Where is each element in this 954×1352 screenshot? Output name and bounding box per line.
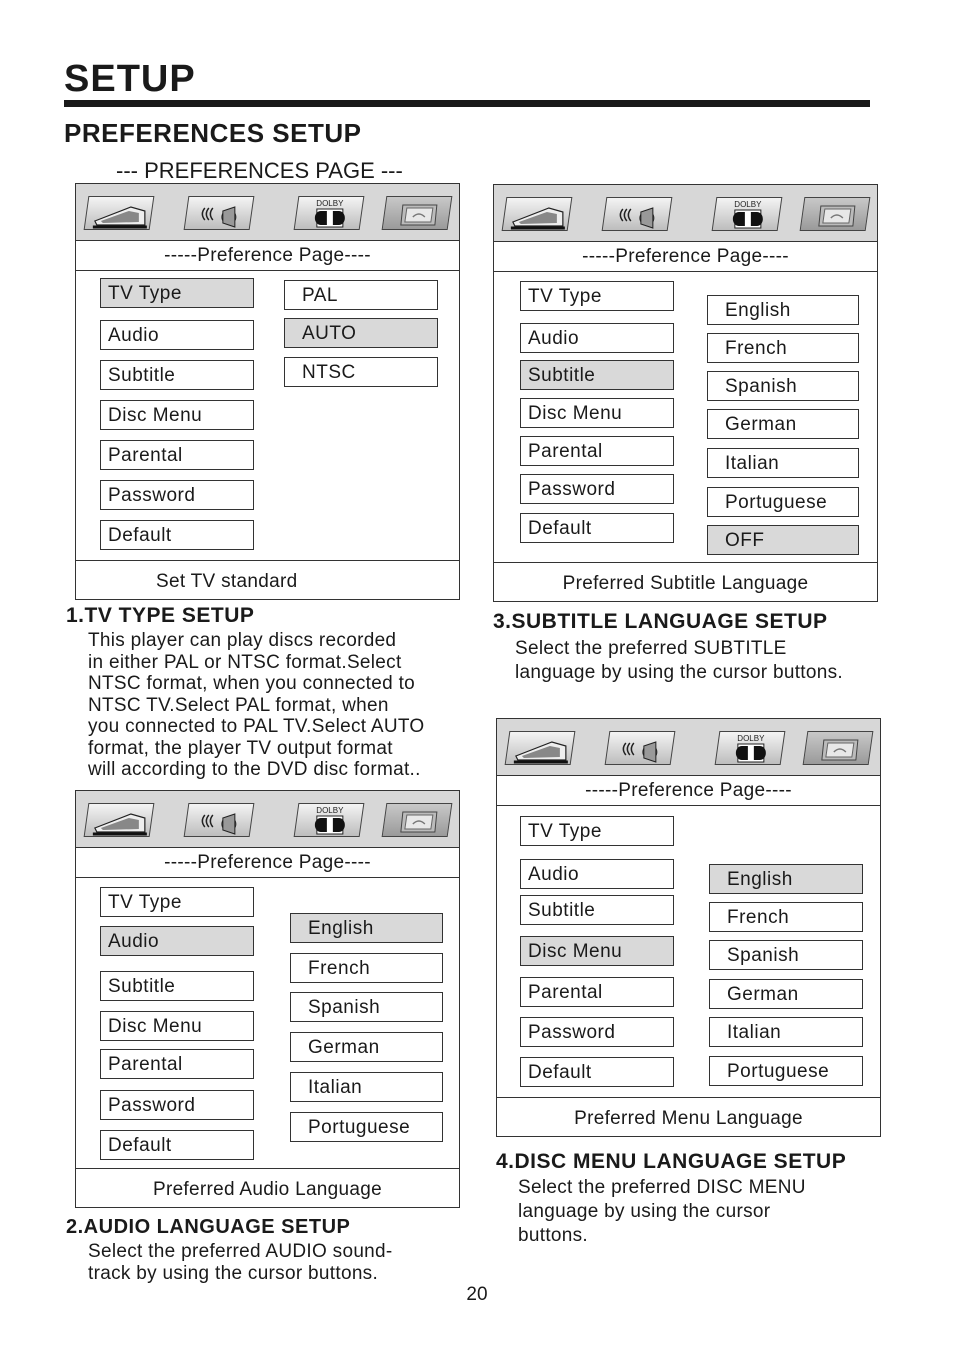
menu-item-parental[interactable]: Parental	[520, 977, 674, 1007]
svg-text:DOLBY: DOLBY	[734, 200, 762, 209]
page-number: 20	[466, 1284, 488, 1305]
option-english[interactable]: English	[290, 913, 443, 943]
svg-text:DOLBY: DOLBY	[737, 734, 765, 743]
tv-type-description: This player can play discs recorded in either PAL or NTSC format.Select NTSC format, when you connected to NTSC TV.Select PAL format, when you connected to PAL TV.Select AUTO format, the player TV output format will according to the DVD disc format..	[88, 630, 425, 780]
svg-text:DOLBY: DOLBY	[316, 199, 344, 208]
menu-item-disc-menu[interactable]: Disc Menu	[520, 936, 674, 966]
menu-item-tv-type[interactable]: TV Type	[520, 281, 674, 311]
menu-item-password[interactable]: Password	[520, 474, 674, 504]
preference-page-header: -----Preference Page----	[494, 243, 877, 272]
option-german[interactable]: German	[707, 409, 859, 439]
option-italian[interactable]: Italian	[707, 448, 859, 478]
title-rule	[64, 100, 870, 107]
audio-setup-icon[interactable]	[184, 196, 255, 230]
menu-item-parental[interactable]: Parental	[520, 436, 674, 466]
audio-setup-icon[interactable]	[602, 197, 673, 231]
tv-setup-icon[interactable]	[84, 803, 155, 837]
tv-setup-icon[interactable]	[84, 196, 155, 230]
menu-item-audio[interactable]: Audio	[520, 859, 674, 889]
preferences-icon[interactable]	[382, 803, 453, 837]
svg-text:DOLBY: DOLBY	[316, 806, 344, 815]
option-off[interactable]: OFF	[707, 525, 859, 555]
menu-icon-bar	[497, 719, 880, 776]
menu-item-parental[interactable]: Parental	[100, 440, 254, 470]
menu-item-default[interactable]: Default	[100, 1130, 254, 1160]
dolby-icon[interactable]	[715, 731, 786, 765]
menu-icon-bar	[494, 185, 877, 242]
menu-item-password[interactable]: Password	[100, 1090, 254, 1120]
preferences-icon[interactable]	[803, 731, 874, 765]
option-english[interactable]: English	[709, 864, 863, 894]
menu-item-default[interactable]: Default	[520, 1057, 674, 1087]
menu-item-subtitle[interactable]: Subtitle	[100, 360, 254, 390]
option-german[interactable]: German	[290, 1032, 443, 1062]
audio-setup-icon[interactable]	[184, 803, 255, 837]
preference-page-header: -----Preference Page----	[497, 777, 880, 806]
option-italian[interactable]: Italian	[290, 1072, 443, 1102]
option-auto[interactable]: AUTO	[284, 318, 438, 348]
menu-item-audio[interactable]: Audio	[100, 926, 254, 956]
menu-item-audio[interactable]: Audio	[520, 323, 674, 353]
option-french[interactable]: French	[290, 953, 443, 983]
audio-language-panel	[75, 790, 460, 1208]
option-spanish[interactable]: Spanish	[707, 371, 859, 401]
option-pal[interactable]: PAL	[284, 280, 438, 310]
menu-item-password[interactable]: Password	[100, 480, 254, 510]
menu-item-default[interactable]: Default	[100, 520, 254, 550]
preferences-icon[interactable]	[800, 197, 871, 231]
audio-setup-icon[interactable]	[605, 731, 676, 765]
dolby-icon[interactable]	[294, 196, 365, 230]
subtitle-language-panel	[493, 184, 878, 602]
panel-footer: Preferred Audio Language	[76, 1168, 459, 1207]
option-english[interactable]: English	[707, 295, 859, 325]
tv-type-heading: 1.TV TYPE SETUP	[66, 604, 255, 627]
disc-menu-description: Select the preferred DISC MENU language by using the cursor buttons.	[518, 1177, 806, 1246]
menu-item-subtitle[interactable]: Subtitle	[520, 360, 674, 390]
menu-item-parental[interactable]: Parental	[100, 1049, 254, 1079]
option-french[interactable]: French	[709, 902, 863, 932]
panel-footer: Preferred Menu Language	[497, 1097, 880, 1136]
panel-footer: Set TV standard	[76, 560, 459, 599]
option-spanish[interactable]: Spanish	[290, 992, 443, 1022]
option-ntsc[interactable]: NTSC	[284, 357, 438, 387]
subtitle-description: Select the preferred SUBTITLE language by using the cursor buttons.	[515, 638, 843, 683]
option-french[interactable]: French	[707, 333, 859, 363]
menu-item-tv-type[interactable]: TV Type	[100, 887, 254, 917]
audio-description: Select the preferred AUDIO sound- track by using the cursor buttons.	[88, 1241, 393, 1284]
option-italian[interactable]: Italian	[709, 1017, 863, 1047]
option-portuguese[interactable]: Portuguese	[290, 1112, 443, 1142]
menu-item-default[interactable]: Default	[520, 513, 674, 543]
menu-item-tv-type[interactable]: TV Type	[100, 278, 254, 308]
disc-menu-language-panel	[496, 718, 881, 1137]
panel-footer: Preferred Subtitle Language	[494, 562, 877, 601]
option-portuguese[interactable]: Portuguese	[709, 1056, 863, 1086]
tv-setup-icon[interactable]	[505, 731, 576, 765]
audio-heading: 2.AUDIO LANGUAGE SETUP	[66, 1216, 351, 1238]
preferences-icon[interactable]	[382, 196, 453, 230]
section-title: PREFERENCES SETUP	[64, 118, 362, 148]
menu-item-subtitle[interactable]: Subtitle	[520, 895, 674, 925]
preference-page-header: -----Preference Page----	[76, 849, 459, 878]
menu-icon-bar	[76, 791, 459, 848]
tv-setup-icon[interactable]	[502, 197, 573, 231]
option-spanish[interactable]: Spanish	[709, 940, 863, 970]
menu-item-subtitle[interactable]: Subtitle	[100, 971, 254, 1001]
option-german[interactable]: German	[709, 979, 863, 1009]
page-title: SETUP	[64, 58, 196, 100]
option-portuguese[interactable]: Portuguese	[707, 487, 859, 517]
tv-type-panel	[75, 183, 460, 600]
menu-item-tv-type[interactable]: TV Type	[520, 816, 674, 846]
preference-page-header: -----Preference Page----	[76, 242, 459, 271]
menu-item-disc-menu[interactable]: Disc Menu	[100, 400, 254, 430]
menu-item-password[interactable]: Password	[520, 1017, 674, 1047]
menu-item-disc-menu[interactable]: Disc Menu	[520, 398, 674, 428]
menu-item-audio[interactable]: Audio	[100, 320, 254, 350]
menu-item-disc-menu[interactable]: Disc Menu	[100, 1011, 254, 1041]
subtitle-heading: 3.SUBTITLE LANGUAGE SETUP	[493, 610, 828, 633]
disc-menu-heading: 4.DISC MENU LANGUAGE SETUP	[496, 1150, 847, 1173]
dolby-icon[interactable]	[712, 197, 783, 231]
menu-icon-bar	[76, 184, 459, 241]
dolby-icon[interactable]	[294, 803, 365, 837]
page-heading: --- PREFERENCES PAGE ---	[116, 158, 403, 183]
